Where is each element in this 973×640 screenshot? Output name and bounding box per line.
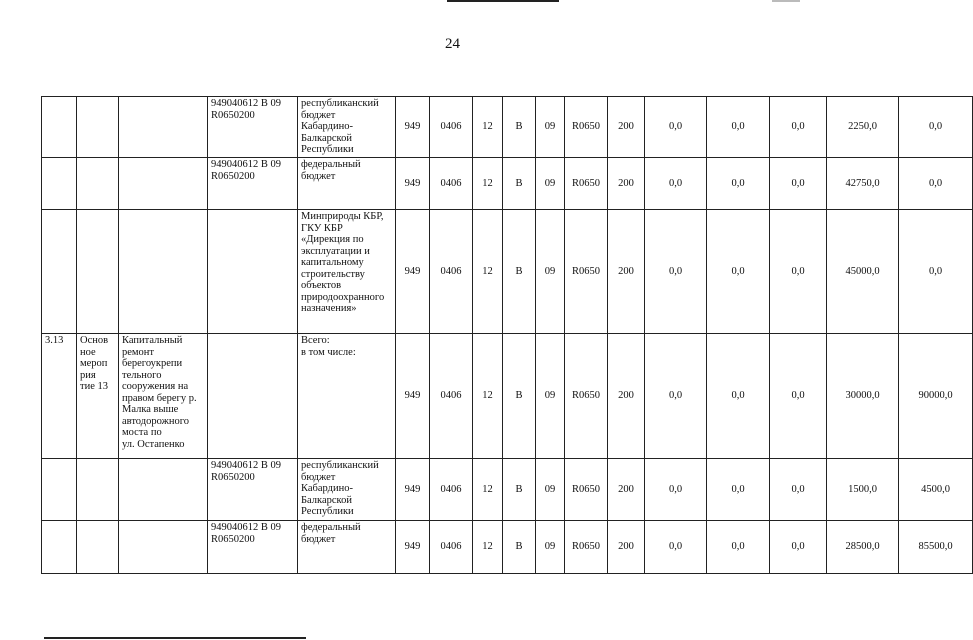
cell-num (42, 210, 77, 334)
cell-y3: 0,0 (770, 521, 827, 574)
cell-source: республиканский бюджет Кабардино- Балкарской Республики (298, 459, 396, 521)
cell-vr: 200 (608, 334, 645, 459)
cell-om: 09 (536, 459, 565, 521)
cell-status: Основ ное мероп рия тие 13 (77, 334, 119, 459)
cell-gp: 12 (473, 521, 503, 574)
cell-om: 09 (536, 158, 565, 210)
cell-source: федеральный бюджет (298, 521, 396, 574)
table-row (42, 334, 973, 459)
cell-name (119, 210, 208, 334)
cell-y1: 0,0 (645, 210, 707, 334)
cell-code: 949040612 В 09 R0650200 (208, 521, 298, 574)
cell-num: 3.13 (42, 334, 77, 459)
scan-artifact-top-right (772, 0, 800, 2)
cell-dir: R0650 (565, 97, 608, 158)
cell-dir: R0650 (565, 158, 608, 210)
cell-y3: 0,0 (770, 459, 827, 521)
cell-code (208, 334, 298, 459)
cell-y2: 0,0 (707, 459, 770, 521)
cell-sub: В (503, 158, 536, 210)
cell-num (42, 459, 77, 521)
cell-status (77, 158, 119, 210)
cell-grbs: 949 (396, 97, 430, 158)
cell-y4: 30000,0 (827, 334, 899, 459)
cell-y5: 85500,0 (899, 521, 973, 574)
cell-om: 09 (536, 521, 565, 574)
cell-code: 949040612 В 09 R0650200 (208, 459, 298, 521)
cell-y2: 0,0 (707, 158, 770, 210)
table-body (42, 97, 973, 574)
table-row (42, 210, 973, 334)
scan-artifact-top (447, 0, 559, 2)
cell-source: федеральный бюджет (298, 158, 396, 210)
cell-om: 09 (536, 334, 565, 459)
cell-source: Всего: в том числе: (298, 334, 396, 459)
cell-grbs: 949 (396, 158, 430, 210)
cell-y1: 0,0 (645, 97, 707, 158)
cell-y3: 0,0 (770, 97, 827, 158)
cell-name (119, 158, 208, 210)
cell-vr: 200 (608, 210, 645, 334)
cell-gp: 12 (473, 210, 503, 334)
cell-y1: 0,0 (645, 158, 707, 210)
cell-code: 949040612 В 09 R0650200 (208, 158, 298, 210)
cell-y2: 0,0 (707, 97, 770, 158)
cell-name: Капитальный ремонт берегоукрепи тельного сооружения на правом берегу р. Малка выше автодорожного моста по ул. Остапенко (119, 334, 208, 459)
cell-name (119, 459, 208, 521)
cell-dir: R0650 (565, 334, 608, 459)
cell-num (42, 158, 77, 210)
cell-dir: R0650 (565, 521, 608, 574)
cell-dir: R0650 (565, 459, 608, 521)
cell-y1: 0,0 (645, 521, 707, 574)
cell-gp: 12 (473, 97, 503, 158)
cell-source: республиканский бюджет Кабардино- Балкарской Республики (298, 97, 396, 158)
page-number: 24 (445, 36, 460, 52)
cell-sub: В (503, 97, 536, 158)
cell-rzpr: 0406 (430, 158, 473, 210)
cell-vr: 200 (608, 97, 645, 158)
cell-y4: 2250,0 (827, 97, 899, 158)
cell-y3: 0,0 (770, 334, 827, 459)
cell-sub: В (503, 459, 536, 521)
cell-y2: 0,0 (707, 210, 770, 334)
cell-dir: R0650 (565, 210, 608, 334)
cell-name (119, 521, 208, 574)
cell-om: 09 (536, 97, 565, 158)
cell-gp: 12 (473, 459, 503, 521)
cell-vr: 200 (608, 158, 645, 210)
table-row (42, 97, 973, 158)
cell-grbs: 949 (396, 334, 430, 459)
cell-rzpr: 0406 (430, 210, 473, 334)
cell-sub: В (503, 334, 536, 459)
cell-y2: 0,0 (707, 521, 770, 574)
cell-y4: 45000,0 (827, 210, 899, 334)
cell-y2: 0,0 (707, 334, 770, 459)
cell-source: Минприроды КБР, ГКУ КБР «Дирекция по эксплуатации и капитальному строительству объектов природоохранного назначения» (298, 210, 396, 334)
scan-artifact-bottom (44, 637, 306, 639)
cell-y5: 0,0 (899, 158, 973, 210)
budget-table (41, 96, 973, 574)
cell-y1: 0,0 (645, 334, 707, 459)
cell-name (119, 97, 208, 158)
cell-y4: 1500,0 (827, 459, 899, 521)
cell-y4: 28500,0 (827, 521, 899, 574)
cell-y5: 0,0 (899, 210, 973, 334)
table-row (42, 459, 973, 521)
cell-sub: В (503, 521, 536, 574)
cell-code (208, 210, 298, 334)
cell-grbs: 949 (396, 210, 430, 334)
cell-status (77, 97, 119, 158)
cell-y5: 0,0 (899, 97, 973, 158)
cell-vr: 200 (608, 521, 645, 574)
cell-gp: 12 (473, 334, 503, 459)
table-row (42, 521, 973, 574)
cell-y5: 90000,0 (899, 334, 973, 459)
cell-status (77, 521, 119, 574)
cell-y3: 0,0 (770, 210, 827, 334)
cell-code: 949040612 В 09 R0650200 (208, 97, 298, 158)
cell-rzpr: 0406 (430, 459, 473, 521)
cell-y5: 4500,0 (899, 459, 973, 521)
cell-vr: 200 (608, 459, 645, 521)
cell-status (77, 210, 119, 334)
cell-sub: В (503, 210, 536, 334)
cell-gp: 12 (473, 158, 503, 210)
cell-rzpr: 0406 (430, 334, 473, 459)
cell-rzpr: 0406 (430, 521, 473, 574)
cell-grbs: 949 (396, 521, 430, 574)
cell-num (42, 97, 77, 158)
cell-y3: 0,0 (770, 158, 827, 210)
cell-status (77, 459, 119, 521)
cell-num (42, 521, 77, 574)
table-row (42, 158, 973, 210)
cell-om: 09 (536, 210, 565, 334)
cell-y4: 42750,0 (827, 158, 899, 210)
cell-rzpr: 0406 (430, 97, 473, 158)
cell-y1: 0,0 (645, 459, 707, 521)
cell-grbs: 949 (396, 459, 430, 521)
